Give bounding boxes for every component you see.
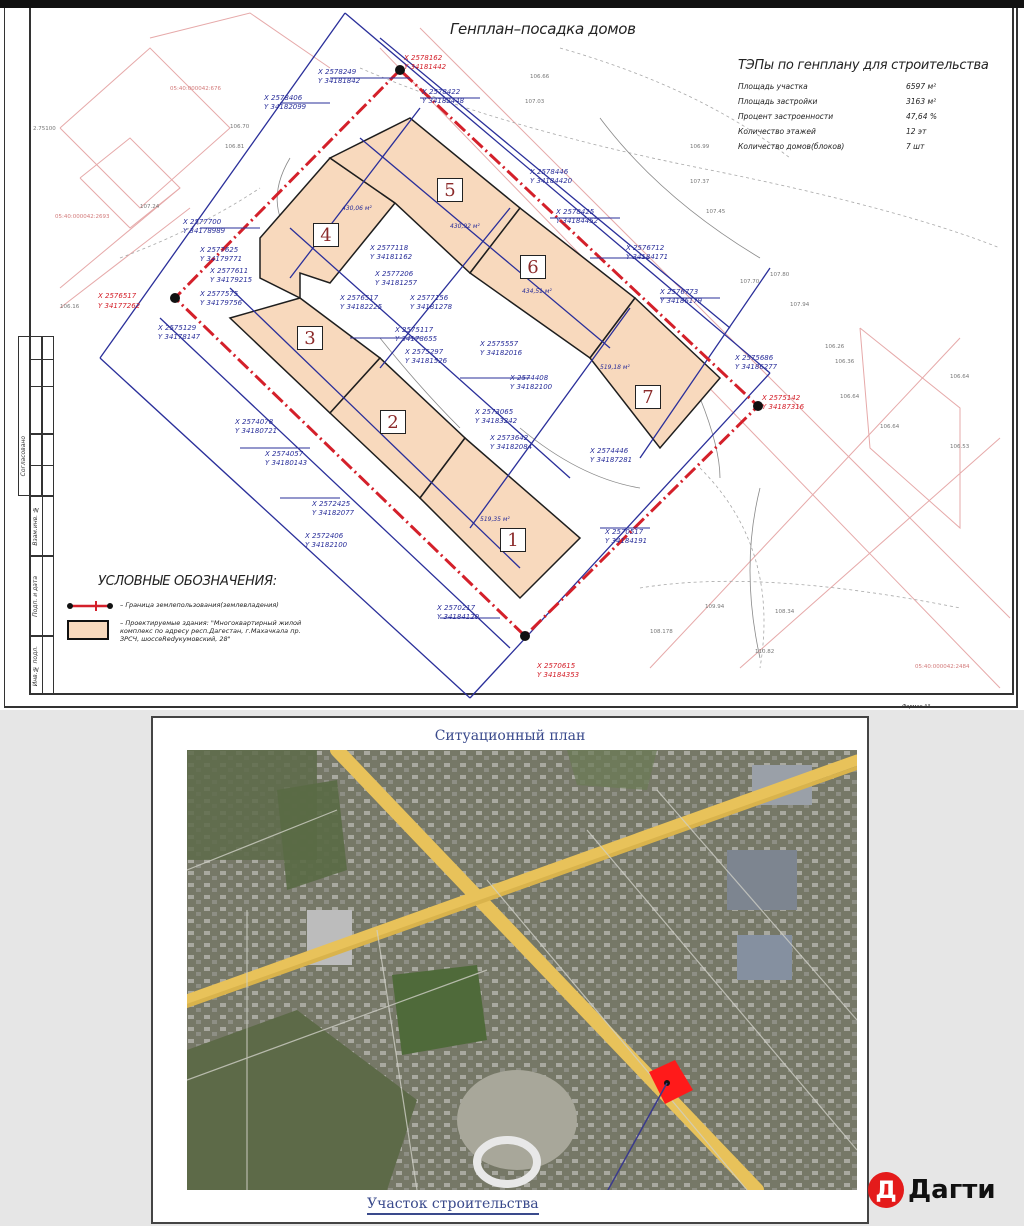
tep-value: 47,64 % <box>906 112 937 121</box>
svg-text:X 2570517: X 2570517 <box>605 528 644 536</box>
design-zone-icon <box>66 619 114 641</box>
svg-text:X 2575129: X 2575129 <box>158 324 197 332</box>
svg-text:Y 34182100: Y 34182100 <box>510 383 553 391</box>
svg-text:Y 34181278: Y 34181278 <box>410 303 453 311</box>
house-number-2: 2 <box>380 410 406 434</box>
svg-text:X 2577575: X 2577575 <box>200 290 239 298</box>
svg-text:X 2578162: X 2578162 <box>404 54 443 62</box>
svg-text:Y 34183242: Y 34183242 <box>475 417 518 425</box>
svg-text:Y 34182448: Y 34182448 <box>422 97 465 105</box>
svg-text:Y 34184191: Y 34184191 <box>605 537 648 545</box>
svg-text:X 2573065: X 2573065 <box>475 408 514 416</box>
svg-text:05:40:000042:2484: 05:40:000042:2484 <box>915 664 970 670</box>
tep-title: ТЭПы по генплану для строительства <box>738 58 989 73</box>
tep-value: 3163 м² <box>906 97 937 106</box>
stamp-label: Взам.инв. № <box>32 506 39 546</box>
svg-text:X 2574057: X 2574057 <box>265 450 304 458</box>
tep-label: Площадь участка <box>738 82 808 91</box>
dagti-logo <box>868 1172 996 1208</box>
svg-text:Y 34182016: Y 34182016 <box>480 349 523 357</box>
stamp-label: Инв.№ подл. <box>32 646 39 687</box>
house-number-4: 4 <box>313 223 339 247</box>
house-number-6: 6 <box>520 255 546 279</box>
svg-text:Y 34187281: Y 34187281 <box>590 456 633 464</box>
tep-table <box>738 58 1008 154</box>
sheet-format: Формат A3 <box>902 704 931 710</box>
satellite-map <box>187 750 857 1190</box>
genplan-sheet <box>0 8 1024 710</box>
tep-row <box>738 124 1008 139</box>
svg-text:107.45: 107.45 <box>706 209 726 215</box>
svg-text:X 2574078: X 2574078 <box>235 418 274 426</box>
svg-text:106.64: 106.64 <box>840 394 860 400</box>
svg-text:Y 34178989: Y 34178989 <box>183 227 226 235</box>
svg-text:Y 34182225: Y 34182225 <box>340 303 383 311</box>
tep-row <box>738 94 1008 109</box>
svg-text:X 2576773: X 2576773 <box>660 288 699 296</box>
svg-text:Y 34177262: Y 34177262 <box>98 302 141 310</box>
tep-row <box>738 79 1008 94</box>
boundary-line-icon <box>66 601 114 611</box>
svg-text:X 2574446: X 2574446 <box>590 447 629 455</box>
svg-text:X 2576517: X 2576517 <box>340 294 379 302</box>
house-number-5: 5 <box>437 178 463 202</box>
svg-text:X 2577206: X 2577206 <box>375 270 414 278</box>
svg-text:Y 34184120: Y 34184120 <box>437 613 480 621</box>
svg-text:106.36: 106.36 <box>835 359 855 365</box>
tep-label: Количество этажей <box>738 127 816 136</box>
svg-text:05:40:000042:676: 05:40:000042:676 <box>170 86 222 92</box>
tep-row <box>738 109 1008 124</box>
situation-title: Ситуационный план <box>434 728 586 744</box>
svg-text:X 2578422: X 2578422 <box>422 88 461 96</box>
svg-text:430,06 м²: 430,06 м² <box>342 205 372 212</box>
top-bar <box>0 0 1024 8</box>
svg-text:109.94: 109.94 <box>705 604 725 610</box>
svg-text:Y 34184452: Y 34184452 <box>556 217 599 225</box>
svg-text:Y 34184420: Y 34184420 <box>530 177 573 185</box>
svg-text:X 2577625: X 2577625 <box>200 246 239 254</box>
svg-text:X 2573642: X 2573642 <box>490 434 529 442</box>
svg-text:Y 34180721: Y 34180721 <box>235 427 278 435</box>
legend-label: – Граница землепользования(землевладения) <box>120 601 279 609</box>
svg-text:107.70: 107.70 <box>740 279 760 285</box>
svg-text:X 2577118: X 2577118 <box>370 244 409 252</box>
svg-text:434,51 м²: 434,51 м² <box>522 288 552 295</box>
svg-text:108.34: 108.34 <box>775 609 795 615</box>
situation-plan-sheet <box>151 716 869 1224</box>
svg-text:110.82: 110.82 <box>755 649 775 655</box>
legend-item <box>66 601 366 611</box>
svg-text:Y 34178655: Y 34178655 <box>395 335 438 343</box>
dagti-logo-text: Дагти <box>908 1175 996 1205</box>
svg-text:X 2578406: X 2578406 <box>264 94 303 102</box>
svg-text:Y 34182084: Y 34182084 <box>490 443 533 451</box>
svg-text:X 2577156: X 2577156 <box>410 294 449 302</box>
svg-text:106.66: 106.66 <box>530 74 550 80</box>
svg-text:X 2575142: X 2575142 <box>762 394 801 402</box>
svg-text:Y 34179215: Y 34179215 <box>210 276 253 284</box>
svg-text:Y 34181442: Y 34181442 <box>404 63 447 71</box>
svg-text:2.75100: 2.75100 <box>33 126 56 132</box>
svg-text:Y 34179771: Y 34179771 <box>200 255 243 263</box>
svg-text:430,92 м²: 430,92 м² <box>450 223 480 230</box>
svg-text:X 2575557: X 2575557 <box>480 340 519 348</box>
svg-text:X 2572425: X 2572425 <box>312 500 351 508</box>
svg-text:107.94: 107.94 <box>790 302 810 308</box>
svg-text:X 2578446: X 2578446 <box>530 168 569 176</box>
svg-text:X 2577611: X 2577611 <box>210 267 249 275</box>
svg-text:106.53: 106.53 <box>950 444 970 450</box>
stamp-label: Подп. и дата <box>32 576 39 617</box>
svg-text:Y 34182077: Y 34182077 <box>312 509 355 517</box>
svg-text:X 2575686: X 2575686 <box>735 354 774 362</box>
svg-text:108.178: 108.178 <box>650 629 673 635</box>
satellite-map-drawing <box>187 750 857 1190</box>
svg-text:Y 34179756: Y 34179756 <box>200 299 243 307</box>
tep-row <box>738 139 1008 154</box>
svg-text:106.99: 106.99 <box>690 144 710 150</box>
svg-text:Y 34186179: Y 34186179 <box>660 297 703 305</box>
svg-text:107.37: 107.37 <box>690 179 710 185</box>
svg-text:Y 34182099: Y 34182099 <box>264 103 307 111</box>
svg-text:519,18 м²: 519,18 м² <box>600 364 630 371</box>
svg-text:107.03: 107.03 <box>525 99 545 105</box>
svg-text:Y 34181257: Y 34181257 <box>375 279 418 287</box>
svg-text:107.24: 107.24 <box>140 204 160 210</box>
svg-text:X 2575297: X 2575297 <box>405 348 444 356</box>
tep-label: Количество домов(блоков) <box>738 142 845 151</box>
house-blocks <box>230 118 720 598</box>
svg-text:Y 34187316: Y 34187316 <box>762 403 805 411</box>
tep-label: Процент застроенности <box>738 112 834 121</box>
svg-text:X 2572406: X 2572406 <box>305 532 344 540</box>
house-number-1: 1 <box>500 528 526 552</box>
tep-label: Площадь застройки <box>738 97 818 106</box>
tep-value: 6597 м² <box>906 82 937 91</box>
legend <box>66 574 366 651</box>
svg-text:106.16: 106.16 <box>60 304 80 310</box>
svg-text:X 2578249: X 2578249 <box>318 68 357 76</box>
svg-text:Y 34182100: Y 34182100 <box>305 541 348 549</box>
tep-value: 12 эт <box>906 127 927 136</box>
stamp-label: Согласовано <box>20 436 27 477</box>
svg-text:Y 34181842: Y 34181842 <box>318 77 361 85</box>
svg-text:X 2578425: X 2578425 <box>556 208 595 216</box>
svg-text:106.81: 106.81 <box>225 144 245 150</box>
construction-site-label: Участок строительства <box>367 1196 539 1215</box>
tep-value: 7 шт <box>906 142 925 151</box>
svg-text:X 2575117: X 2575117 <box>395 326 434 334</box>
svg-text:107.80: 107.80 <box>770 272 790 278</box>
svg-text:Y 34181526: Y 34181526 <box>405 357 448 365</box>
svg-text:X 2574408: X 2574408 <box>510 374 549 382</box>
legend-label: – Проектируемые здания: "Многоквартирный жилой комплекс по адресу респ.Дагестан, г.Махачкала пр. ЗРСЧ, шоссеRedукумовский, 28" <box>120 619 302 643</box>
svg-text:X 2570615: X 2570615 <box>537 662 576 670</box>
plan-title: Генплан–посадка домов <box>450 20 636 38</box>
house-number-7: 7 <box>635 385 661 409</box>
legend-item <box>66 619 366 643</box>
svg-text:519,35 м²: 519,35 м² <box>480 516 510 523</box>
svg-text:X 2570217: X 2570217 <box>437 604 476 612</box>
svg-text:Y 34184171: Y 34184171 <box>626 253 669 261</box>
svg-text:X 2577700: X 2577700 <box>183 218 222 226</box>
house-number-3: 3 <box>297 326 323 350</box>
svg-text:05:40:000042:2693: 05:40:000042:2693 <box>55 214 110 220</box>
svg-text:Y 34181162: Y 34181162 <box>370 253 413 261</box>
svg-text:106.26: 106.26 <box>825 344 845 350</box>
svg-text:106.70: 106.70 <box>230 124 250 130</box>
svg-text:Y 34184353: Y 34184353 <box>537 671 580 679</box>
legend-title: УСЛОВНЫЕ ОБОЗНАЧЕНИЯ: <box>98 574 277 589</box>
svg-text:106.64: 106.64 <box>880 424 900 430</box>
svg-text:Y 34178147: Y 34178147 <box>158 333 201 341</box>
svg-text:Y 34180143: Y 34180143 <box>265 459 308 467</box>
svg-text:X 2576517: X 2576517 <box>98 292 137 300</box>
svg-text:106.64: 106.64 <box>950 374 970 380</box>
svg-text:Y 34186277: Y 34186277 <box>735 363 778 371</box>
svg-text:X 2576712: X 2576712 <box>626 244 665 252</box>
dagti-badge-icon: Д <box>868 1172 904 1208</box>
